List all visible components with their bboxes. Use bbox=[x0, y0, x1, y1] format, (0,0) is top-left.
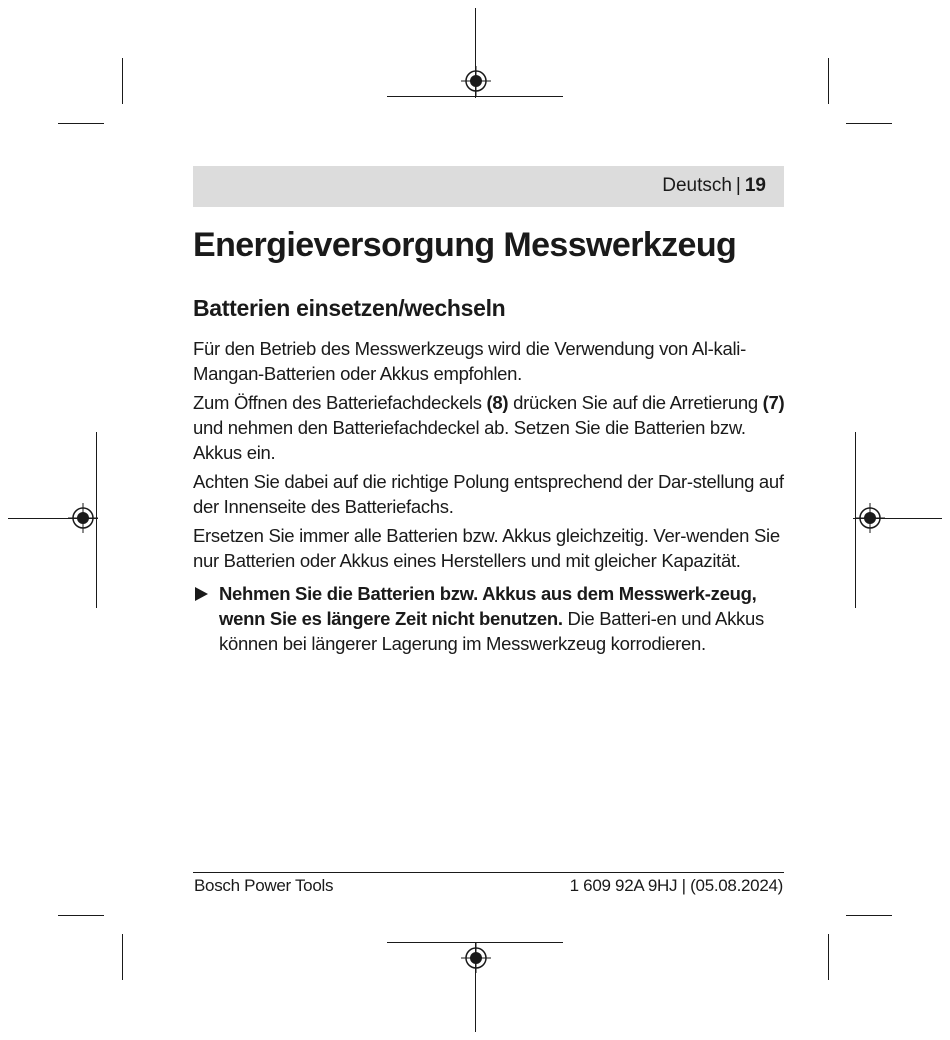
crop-mark-bottom-left-horizontal bbox=[58, 915, 104, 916]
crop-mark-top-center-horizontal bbox=[387, 96, 563, 97]
paragraph-open-cover bbox=[193, 390, 793, 465]
header-separator: | bbox=[735, 175, 741, 196]
registration-mark-left-icon bbox=[68, 503, 98, 533]
section-title: Energieversorgung Messwerkzeug bbox=[193, 226, 737, 264]
crop-mark-top-left-vertical bbox=[122, 58, 123, 104]
body-text bbox=[193, 336, 793, 656]
registration-mark-right-icon bbox=[855, 503, 885, 533]
paragraph-open-cover-text-a: Zum Öffnen des Batteriefachdeckels bbox=[193, 392, 487, 413]
footer-doc-number: 1 609 92A 9HJ | (05.08.2024) bbox=[569, 876, 783, 895]
warning-bold-text: Nehmen Sie die Batterien bzw. Akkus aus dem Messwerk-zeug, wenn Sie es längere Zeit nicht benutzen. bbox=[219, 583, 757, 629]
paragraph-open-cover-text-c: und nehmen den Batteriefachdeckel ab. Setzen Sie die Batterien bzw. Akkus ein. bbox=[193, 417, 746, 463]
header-text bbox=[662, 175, 766, 197]
reference-number-8: (8) bbox=[486, 392, 509, 413]
warning-normal-text: Die Batteri-en und Akkus können bei längerer Lagerung im Messwerkzeug korrodieren. bbox=[219, 608, 764, 654]
crop-mark-top-right-horizontal bbox=[846, 123, 892, 124]
footer-divider bbox=[193, 872, 784, 873]
paragraph-replace-all: Ersetzen Sie immer alle Batterien bzw. Akkus gleichzeitig. Ver-wenden Sie nur Batterien oder Akkus eines Herstellers und mit gleicher Kapazität. bbox=[193, 525, 780, 571]
registration-mark-bottom-icon bbox=[461, 943, 491, 973]
paragraph-polarity: Achten Sie dabei auf die richtige Polung entsprechend der Dar-stellung auf der Innenseite des Batteriefachs. bbox=[193, 471, 784, 517]
paragraph-open-cover-text-b: drücken Sie auf die Arretierung bbox=[508, 392, 763, 413]
reference-number-7: (7) bbox=[762, 392, 785, 413]
paragraph-battery-type: Für den Betrieb des Messwerkzeugs wird die Verwendung von Al-kali-Mangan-Batterien oder Akkus empfohlen. bbox=[193, 338, 746, 384]
page-header bbox=[193, 166, 784, 207]
subsection-title: Batterien einsetzen/wechseln bbox=[193, 295, 506, 321]
header-language: Deutsch bbox=[662, 175, 732, 196]
footer-brand: Bosch Power Tools bbox=[194, 876, 334, 895]
bullet-triangle-icon bbox=[195, 587, 208, 601]
crop-mark-top-left-horizontal bbox=[58, 123, 104, 124]
page-number: 19 bbox=[744, 175, 766, 196]
crop-mark-top-right-vertical bbox=[828, 58, 829, 104]
crop-mark-bottom-right-horizontal bbox=[846, 915, 892, 916]
crop-mark-bottom-right-vertical bbox=[828, 934, 829, 980]
crop-mark-bottom-left-vertical bbox=[122, 934, 123, 980]
warning-bullet bbox=[193, 581, 793, 656]
registration-mark-top-icon bbox=[461, 66, 491, 96]
